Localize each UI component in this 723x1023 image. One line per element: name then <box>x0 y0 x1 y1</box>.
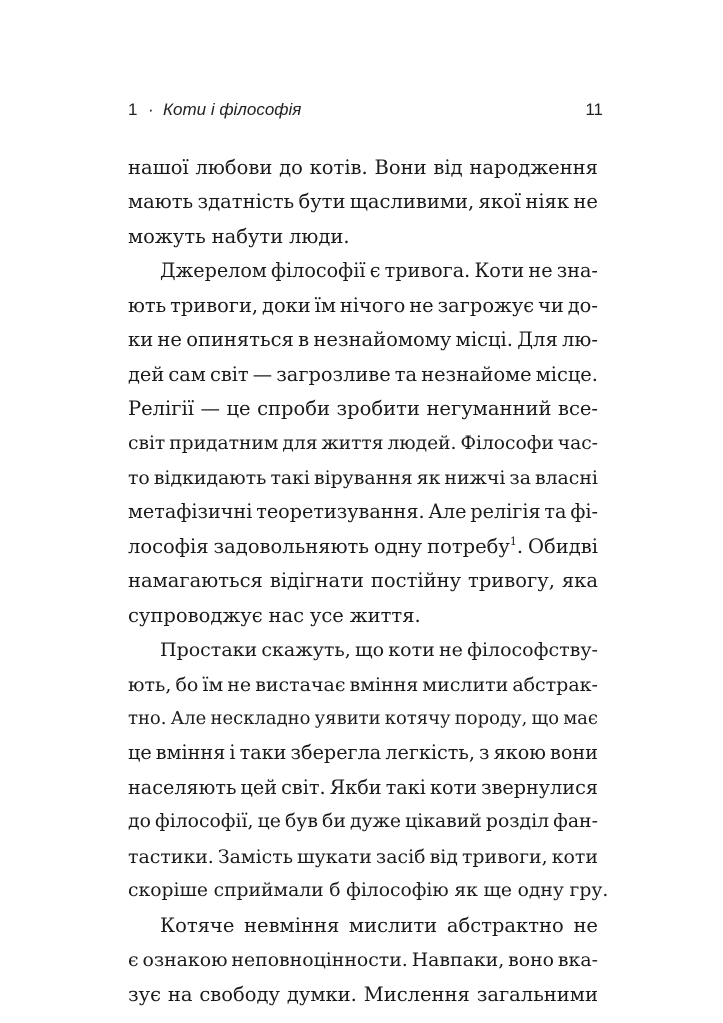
word: вірування <box>313 466 413 489</box>
word: зує <box>128 982 162 1006</box>
word: неповноцінности. <box>231 949 408 972</box>
word: місце. <box>535 362 598 386</box>
word: — <box>200 397 220 421</box>
text-line <box>128 392 598 426</box>
word: від <box>433 156 463 179</box>
word: відкидають <box>153 466 267 489</box>
word: місці. <box>455 328 513 352</box>
chapter-title: Коти і філософія <box>163 100 302 119</box>
word: доки <box>262 293 311 317</box>
word: вка- <box>557 949 598 972</box>
text-line <box>128 702 598 736</box>
word: Мислення <box>363 982 470 1006</box>
word: яка <box>561 569 598 593</box>
word: не <box>573 913 598 937</box>
word: їм <box>202 673 224 696</box>
word: звернулися <box>481 775 598 799</box>
word: цікавий <box>405 811 482 833</box>
word: супроводжує <box>128 603 263 627</box>
word: якою <box>493 741 546 765</box>
text-line <box>128 151 598 185</box>
word: це <box>128 741 152 765</box>
word: абстрак- <box>512 673 598 696</box>
word: усе <box>309 603 344 627</box>
text-line <box>128 771 598 805</box>
word: котячу <box>384 708 451 729</box>
word: Філософи <box>460 432 554 454</box>
word: шукати <box>297 845 372 868</box>
text-line <box>128 943 598 977</box>
word: чи <box>538 293 564 317</box>
word: лософія <box>128 534 209 558</box>
word: ють <box>128 293 167 317</box>
word: тастики. <box>128 845 214 868</box>
word: одну <box>517 880 564 902</box>
text-line <box>128 495 598 529</box>
word: ще <box>483 880 512 902</box>
word: фі- <box>570 500 598 524</box>
word: філософії <box>271 259 366 283</box>
word: народження <box>469 156 598 179</box>
word: гру. <box>569 880 609 902</box>
word: тно. <box>128 708 167 729</box>
text-line <box>128 254 598 288</box>
word: Релігії <box>128 397 194 421</box>
word: загальними <box>476 982 598 1006</box>
word: та <box>544 500 567 524</box>
word: тривоги, <box>461 845 548 868</box>
word: ки <box>128 328 154 352</box>
word: якої <box>478 190 521 214</box>
word: що <box>531 708 560 729</box>
word: уявити <box>314 708 381 729</box>
word: свободу <box>199 982 280 1006</box>
word: та <box>394 362 418 386</box>
word: скажуть, <box>261 639 351 662</box>
word: набути <box>211 224 284 248</box>
word: був <box>284 811 318 833</box>
word: скоріше <box>128 880 208 902</box>
word: що <box>354 639 385 662</box>
word: для <box>282 432 318 454</box>
word: час- <box>557 432 598 454</box>
word: Але <box>428 500 467 524</box>
word: світ <box>209 362 249 386</box>
word: нижчі <box>444 466 506 489</box>
word: абстрактно <box>446 913 564 937</box>
word: воно <box>508 949 555 972</box>
word: до <box>128 811 151 833</box>
word: тривоги, <box>170 293 259 317</box>
word: вони <box>550 741 598 765</box>
word: як <box>454 880 478 902</box>
word: від <box>429 845 458 868</box>
word: вміння <box>349 673 419 696</box>
text-line <box>128 909 598 943</box>
word: зна- <box>556 259 598 283</box>
word: тривога. <box>384 259 471 283</box>
word: потребу$^1$. <box>427 534 524 558</box>
word: любови <box>195 156 273 179</box>
word: метафізичні <box>128 500 253 524</box>
word: одну <box>373 534 423 558</box>
word: нічого <box>339 293 406 317</box>
word: релігія <box>470 500 541 524</box>
word: придатним <box>169 432 279 454</box>
word: в <box>298 328 310 352</box>
text-line <box>128 633 598 667</box>
text-line <box>128 185 598 219</box>
word: негуманний <box>426 397 552 421</box>
word: зробити <box>336 397 420 421</box>
word: — <box>252 362 273 386</box>
word: на <box>167 982 193 1006</box>
text-line <box>128 427 598 461</box>
word: вміння <box>155 741 226 765</box>
word: відігнати <box>269 569 364 593</box>
word: як <box>416 466 441 489</box>
word: мислити <box>422 673 509 696</box>
word: Джерелом <box>160 259 267 283</box>
text-line <box>128 874 609 908</box>
word: не <box>573 190 598 214</box>
word: нескладно <box>210 708 311 729</box>
text-line <box>128 840 598 874</box>
word: мислити <box>348 913 438 937</box>
word: загрозливе <box>276 362 391 386</box>
header-separator: · <box>148 100 154 119</box>
body-text <box>128 151 609 1012</box>
text-line <box>128 358 598 392</box>
word: намагаються <box>128 569 263 593</box>
word: Для <box>517 328 558 352</box>
word: незнайоме <box>421 362 532 386</box>
text-line <box>128 530 598 564</box>
word: життя <box>321 432 384 454</box>
word: не <box>227 673 252 696</box>
word: Замість <box>217 845 293 868</box>
page-number: 11 <box>585 100 603 119</box>
word: породу, <box>454 708 528 729</box>
word: дуже <box>349 811 402 833</box>
chapter-number: 1 <box>128 100 138 119</box>
text-line <box>128 599 598 633</box>
text-line <box>128 736 598 770</box>
word: є <box>369 259 381 283</box>
word: ють, <box>128 673 172 696</box>
text-line <box>128 289 598 323</box>
word: є <box>128 949 139 972</box>
word: з <box>479 741 490 765</box>
word: Простаки <box>160 639 258 662</box>
word: щасливими, <box>349 190 475 214</box>
word: все- <box>557 397 598 421</box>
word: фан- <box>553 811 598 833</box>
word: Котяче <box>160 913 235 937</box>
word: Навпаки, <box>411 949 505 972</box>
word: Обидві <box>528 534 598 558</box>
word: би <box>322 811 346 833</box>
word: це <box>257 811 281 833</box>
word: засіб <box>375 845 426 868</box>
word: невміння <box>244 913 340 937</box>
word: розділ <box>485 811 550 833</box>
word: населяють <box>128 775 237 799</box>
word: таки <box>239 741 287 765</box>
text-line <box>128 564 598 598</box>
word: ознакою <box>142 949 228 972</box>
word: коти <box>551 845 598 868</box>
word: зберегла <box>290 741 382 765</box>
word: і <box>229 741 236 765</box>
word: власні <box>534 466 598 489</box>
word: сам <box>168 362 206 386</box>
word: світ <box>128 432 166 454</box>
word: спроби <box>257 397 331 421</box>
word: нашої <box>128 156 189 179</box>
word: це <box>226 397 251 421</box>
word: ніяк <box>525 190 570 214</box>
text-line <box>128 461 598 495</box>
word: коти <box>430 775 477 799</box>
word: люди. <box>289 224 350 248</box>
word: Вони <box>374 156 427 179</box>
word: сприймали <box>213 880 324 902</box>
word: нас <box>268 603 305 627</box>
word: філософію <box>346 880 449 902</box>
word: життя. <box>349 603 421 627</box>
word: думки. <box>286 982 357 1006</box>
word: бо <box>175 673 199 696</box>
word: такі <box>385 775 426 799</box>
text-line <box>128 805 598 839</box>
word: можуть <box>128 224 206 248</box>
word: легкість, <box>385 741 475 765</box>
word: бути <box>298 190 346 214</box>
word: Але <box>170 708 207 729</box>
word: не <box>438 639 463 662</box>
word: теоретизування. <box>256 500 425 524</box>
word: не <box>409 293 434 317</box>
word: незнайомому <box>313 328 452 352</box>
text-line <box>128 323 598 357</box>
word: коти <box>388 639 435 662</box>
text-line <box>128 220 598 254</box>
word: загрожує <box>437 293 535 317</box>
word: постійну <box>370 569 462 593</box>
word: дей <box>128 362 165 386</box>
footnote-marker[interactable]: 1 <box>509 534 517 548</box>
word: цей <box>240 775 278 799</box>
word: опиняться <box>186 328 294 352</box>
word: до <box>279 156 303 179</box>
word: мають <box>128 190 194 214</box>
text-line <box>128 978 598 1012</box>
word: людей. <box>387 432 457 454</box>
word: такі <box>270 466 310 489</box>
word: до- <box>567 293 598 317</box>
word: котів. <box>309 156 368 179</box>
word: б <box>329 880 341 902</box>
word: світ. <box>281 775 326 799</box>
word: здатність <box>197 190 295 214</box>
word: лю- <box>561 328 598 352</box>
word: не <box>528 259 553 283</box>
word: філософству- <box>467 639 598 662</box>
word: задовольняють <box>213 534 369 558</box>
word: вистачає <box>255 673 346 696</box>
word: то <box>128 466 150 489</box>
word: не <box>157 328 182 352</box>
word: за <box>509 466 531 489</box>
word: Коти <box>474 259 525 283</box>
text-line <box>128 668 598 702</box>
word: їм <box>314 293 336 317</box>
word: тривогу, <box>468 569 555 593</box>
running-head <box>128 100 603 130</box>
word: має <box>563 708 598 729</box>
word: Якби <box>329 775 382 799</box>
word: філософії, <box>154 811 254 833</box>
